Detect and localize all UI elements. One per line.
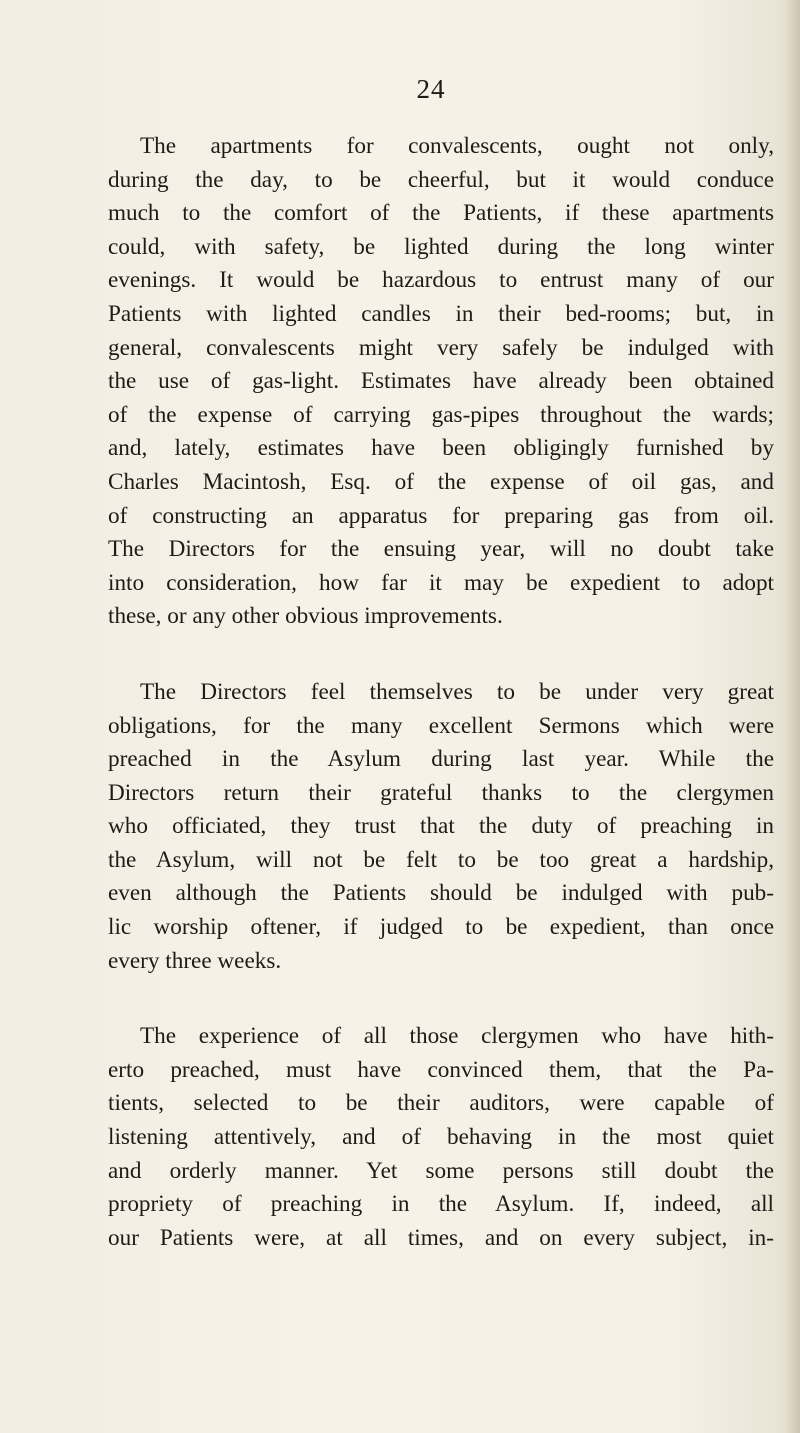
text-line: and, lately, estimates have been obligingly furnished by (108, 435, 774, 462)
text-line: erto preached, must have convinced them, that the Pa- (108, 1056, 774, 1083)
paragraph-gas-lighting (108, 130, 774, 634)
text-line: listening attentively, and of behaving in the most quiet (108, 1124, 774, 1151)
text-line: The Directors feel themselves to be under very great (140, 678, 774, 705)
paragraph-spacer (108, 634, 774, 676)
paragraph-experience (108, 1020, 774, 1255)
text-line: preached in the Asylum during last year. While the (108, 746, 774, 773)
text-line: obligations, for the many excellent Sermons which were (108, 712, 774, 739)
text-line: Charles Macintosh, Esq. of the expense of oil gas, and (108, 468, 774, 495)
text-line: and orderly manner. Yet some persons still doubt the (108, 1157, 774, 1184)
text-line: of the expense of carrying gas-pipes throughout the wards; (108, 401, 774, 428)
text-line: our Patients were, at all times, and on every subject, in- (108, 1224, 774, 1251)
text-line: even although the Patients should be indulged with pub- (108, 880, 774, 907)
body-text (108, 130, 774, 1255)
page-number: 24 (416, 74, 446, 104)
text-line: lic worship oftener, if judged to be expedient, than once (108, 914, 774, 941)
text-line: during the day, to be cheerful, but it would conduce (108, 166, 774, 193)
text-line: Patients with lighted candles in their bed-rooms; but, in (108, 300, 774, 327)
text-line: these, or any other obvious improvements. (108, 603, 503, 630)
text-line: the Asylum, will not be felt to be too great a hardship, (108, 846, 774, 873)
text-line: could, with safety, be lighted during the long winter (108, 233, 774, 260)
text-line: of constructing an apparatus for preparing gas from oil. (108, 502, 774, 529)
text-line: general, convalescents might very safely be indulged with (108, 334, 774, 361)
text-line: who officiated, they trust that the duty of preaching in (108, 813, 774, 840)
text-line: The Directors for the ensuing year, will no doubt take (108, 536, 774, 563)
text-line: the use of gas-light. Estimates have already been obtained (108, 368, 774, 395)
text-line: The experience of all those clergymen who have hith- (140, 1023, 774, 1050)
text-line: The apartments for convalescents, ought not only, (140, 133, 774, 159)
text-line: Directors return their grateful thanks to the clergymen (108, 779, 774, 806)
paragraph-sermons (108, 676, 774, 978)
text-line: much to the comfort of the Patients, if these apartments (108, 200, 774, 227)
text-line: evenings. It would be hazardous to entrust many of our (108, 267, 774, 294)
paragraph-spacer (108, 978, 774, 1020)
text-line: into consideration, how far it may be expedient to adopt (108, 569, 774, 596)
text-line: every three weeks. (108, 947, 282, 974)
text-line: propriety of preaching in the Asylum. If, indeed, all (108, 1191, 774, 1218)
page-edge-shadow (786, 0, 800, 1433)
text-line: tients, selected to be their auditors, were capable of (108, 1090, 774, 1117)
